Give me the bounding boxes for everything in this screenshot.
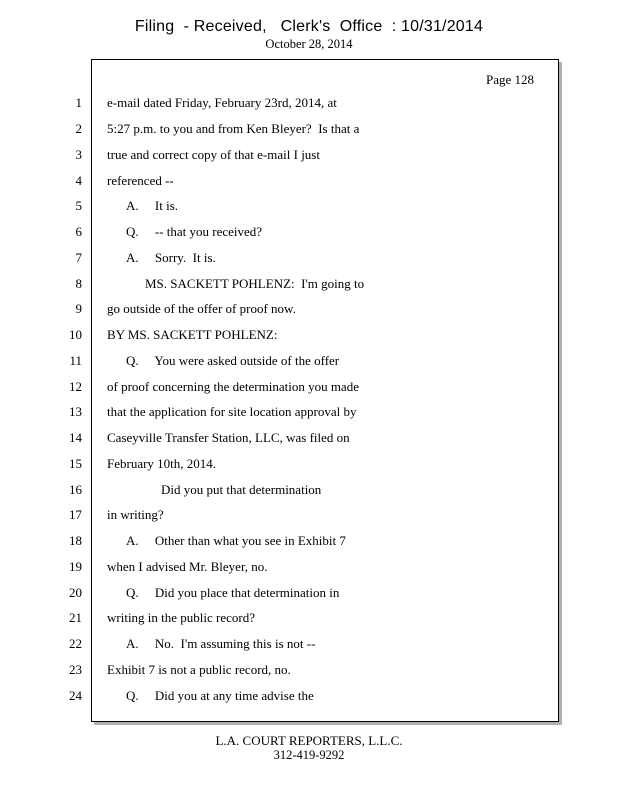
line-number: 8 xyxy=(75,276,82,291)
line-number: 3 xyxy=(75,147,82,162)
deposition-date: October 28, 2014 xyxy=(265,37,353,51)
transcript-line xyxy=(0,95,560,115)
line-text: e-mail dated Friday, February 23rd, 2014, at xyxy=(107,95,337,110)
filing-stamp: Filing - Received, Clerk's Office : 10/31/2014 xyxy=(134,18,484,35)
line-number: 13 xyxy=(69,404,82,419)
line-number: 10 xyxy=(69,327,82,342)
line-number: 21 xyxy=(69,610,82,625)
line-text: A. Sorry. It is. xyxy=(126,250,216,265)
transcript-line xyxy=(0,688,560,708)
transcript-line xyxy=(0,456,560,476)
line-text: that the application for site location approval by xyxy=(107,404,357,419)
transcript-line xyxy=(0,250,560,270)
line-text: writing in the public record? xyxy=(107,610,256,625)
court-reporter-phone: 312-419-9292 xyxy=(273,748,345,762)
line-text: MS. SACKETT POHLENZ: I'm going to xyxy=(145,276,365,291)
line-text: go outside of the offer of proof now. xyxy=(107,301,296,316)
transcript-line xyxy=(0,610,560,630)
line-text: when I advised Mr. Bleyer, no. xyxy=(107,559,268,574)
line-number: 5 xyxy=(75,198,82,213)
line-number: 11 xyxy=(69,353,82,368)
line-number: 16 xyxy=(69,482,82,497)
transcript-line xyxy=(0,173,560,193)
line-text: Q. Did you place that determination in xyxy=(126,585,340,600)
transcript-line xyxy=(0,327,560,347)
line-number: 14 xyxy=(69,430,82,445)
transcript-line xyxy=(0,662,560,682)
line-number: 17 xyxy=(69,507,82,522)
transcript-line xyxy=(0,224,560,244)
line-text: in writing? xyxy=(107,507,164,522)
transcript-line xyxy=(0,276,560,296)
transcript-line xyxy=(0,507,560,527)
line-text: Q. Did you at any time advise the xyxy=(126,688,314,703)
transcript-line xyxy=(0,379,560,399)
line-text: 5:27 p.m. to you and from Ken Bleyer? Is that a xyxy=(107,121,360,136)
transcript-line xyxy=(0,430,560,450)
line-number: 7 xyxy=(75,250,82,265)
line-number: 15 xyxy=(69,456,82,471)
line-text: A. Other than what you see in Exhibit 7 xyxy=(126,533,346,548)
line-number: 20 xyxy=(69,585,82,600)
transcript-line xyxy=(0,585,560,605)
court-reporter-name: L.A. COURT REPORTERS, L.L.C. xyxy=(215,733,403,748)
transcript-line xyxy=(0,636,560,656)
line-text: Exhibit 7 is not a public record, no. xyxy=(107,662,291,677)
line-number: 9 xyxy=(75,301,82,316)
line-text: A. No. I'm assuming this is not -- xyxy=(126,636,316,651)
line-number: 18 xyxy=(69,533,82,548)
transcript-line xyxy=(0,533,560,553)
line-number: 23 xyxy=(69,662,82,677)
line-number: 12 xyxy=(69,379,82,394)
transcript-line xyxy=(0,404,560,424)
line-text: true and correct copy of that e-mail I just xyxy=(107,147,320,162)
line-text: Q. -- that you received? xyxy=(126,224,263,239)
line-text: Q. You were asked outside of the offer xyxy=(126,353,340,368)
line-text: Caseyville Transfer Station, LLC, was filed on xyxy=(107,430,350,445)
transcript-line xyxy=(0,301,560,321)
transcript-line xyxy=(0,482,560,502)
transcript-line xyxy=(0,198,560,218)
line-text: Did you put that determination xyxy=(161,482,322,497)
line-text: February 10th, 2014. xyxy=(107,456,217,471)
line-number: 4 xyxy=(75,173,82,188)
line-number: 24 xyxy=(69,688,82,703)
line-text: referenced -- xyxy=(107,173,174,188)
line-text: A. It is. xyxy=(126,198,178,213)
transcript-line xyxy=(0,147,560,167)
line-number: 19 xyxy=(69,559,82,574)
line-number: 22 xyxy=(69,636,82,651)
line-number: 6 xyxy=(75,224,82,239)
transcript-line xyxy=(0,121,560,141)
line-text: of proof concerning the determination you made xyxy=(107,379,359,394)
transcript-line xyxy=(0,559,560,579)
page-number: Page 128 xyxy=(485,72,534,87)
transcript-line xyxy=(0,353,560,373)
line-number: 1 xyxy=(75,95,82,110)
line-text: BY MS. SACKETT POHLENZ: xyxy=(107,327,278,342)
line-number: 2 xyxy=(75,121,82,136)
